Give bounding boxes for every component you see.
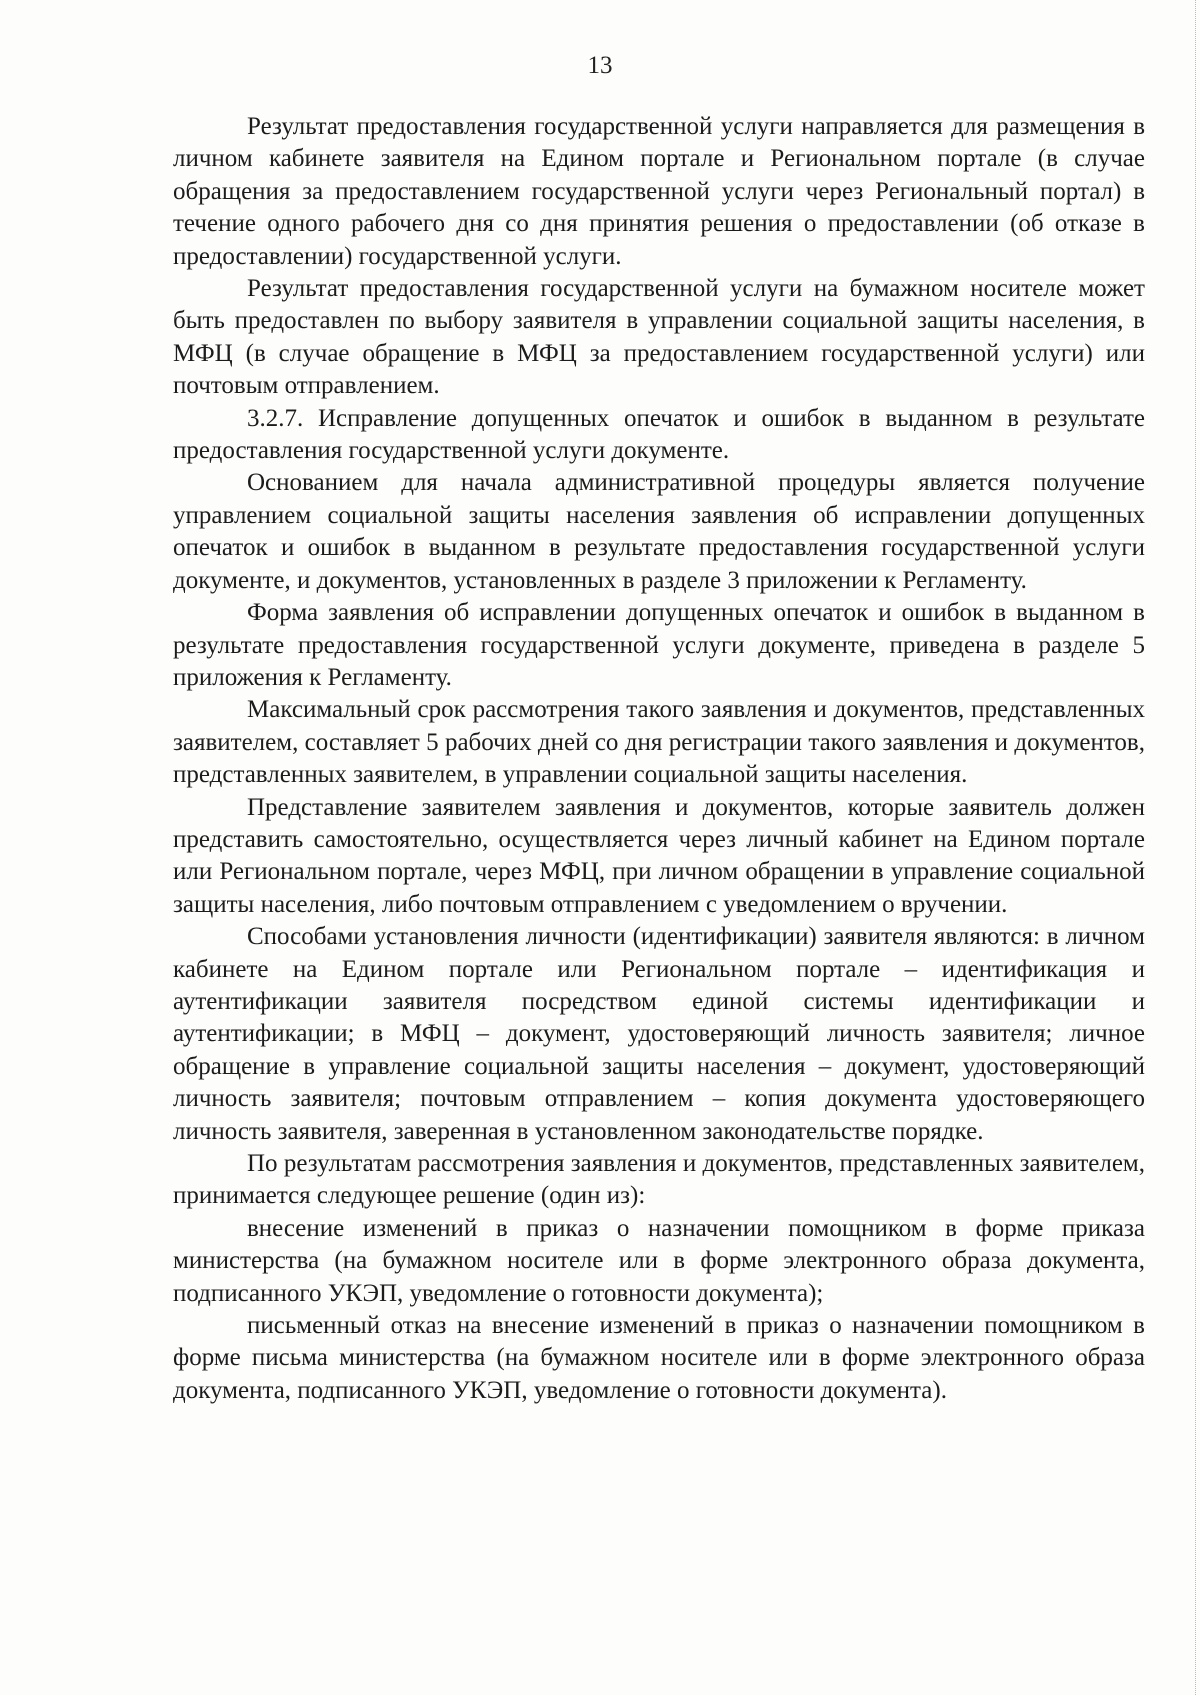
paragraph: Основанием для начала административной процедуры является получение управлением социальной защиты населения заявления об исправлении допущенных опечаток и ошибок в выданном в результате предоставления государственной услуги документе, и документов, установленных в разделе 3 приложении к Регламенту.: [173, 469, 1145, 594]
paragraph: Результат предоставления государственной услуги направляется для размещения в личном кабинете заявителя на Едином портале и Региональном портале (в случае обращения за предоставлением государственной услуги через Региональный портал) в течение одного рабочего дня со дня принятия решения о предоставлении (об отказе в предоставлении) государственной услуги.: [173, 113, 1145, 270]
paragraph: внесение изменений в приказ о назначении помощником в форме приказа министерства (на бумажном носителе или в форме электронного образа документа, подписанного УКЭП, уведомление о готовности документа);: [173, 1214, 1145, 1307]
document-body: [173, 111, 1145, 1407]
paragraph: Способами установления личности (идентификации) заявителя являются: в личном кабинете на Едином портале или Региональном портале – идентификация и аутентификации заявителя посредством единой системы идентификации и аутентификации; в МФЦ – документ, удостоверяющий личность заявителя; личное обращение в управление социальной защиты населения – документ, удостоверяющий личность заявителя; почтовым отправлением – копия документа удостоверяющего личность заявителя, заверенная в установленном законодательстве порядке.: [173, 923, 1145, 1145]
paragraph: По результатам рассмотрения заявления и документов, представленных заявителем, принимается следующее решение (один из):: [173, 1150, 1145, 1210]
paragraph: письменный отказ на внесение изменений в приказ о назначении помощником в форме письма министерства (на бумажном носителе или в форме электронного образа документа, подписанного УКЭП, уведомление о готовности документа).: [173, 1312, 1145, 1404]
page-edge-divider: [1195, 0, 1200, 1695]
page-number: 13: [587, 52, 613, 79]
paragraph: Результат предоставления государственной услуги на бумажном носителе может быть предоставлен по выбору заявителя в управлении социальной защиты населения, в МФЦ (в случае обращение в МФЦ за предоставлением государственной услуги) или почтовым отправлением.: [173, 275, 1145, 400]
paragraph: 3.2.7. Исправление допущенных опечаток и ошибок в выданном в результате предоставления государственной услуги документе.: [173, 404, 1145, 465]
paragraph: Форма заявления об исправлении допущенных опечаток и ошибок в выданном в результате предоставления государственной услуги документе, приведена в разделе 5 приложения к Регламенту.: [173, 599, 1145, 691]
paragraph: Максимальный срок рассмотрения такого заявления и документов, представленных заявителем, составляет 5 рабочих дней со дня регистрации такого заявления и документов, представленных заявителем, в управлении социальной защиты населения.: [173, 696, 1145, 789]
paragraph: Представление заявителем заявления и документов, которые заявитель должен представить самостоятельно, осуществляется через личный кабинет на Едином портале или Региональном портале, через МФЦ, при личном обращении в управление социальной защиты населения, либо почтовым отправлением с уведомлением о вручении.: [173, 793, 1145, 918]
